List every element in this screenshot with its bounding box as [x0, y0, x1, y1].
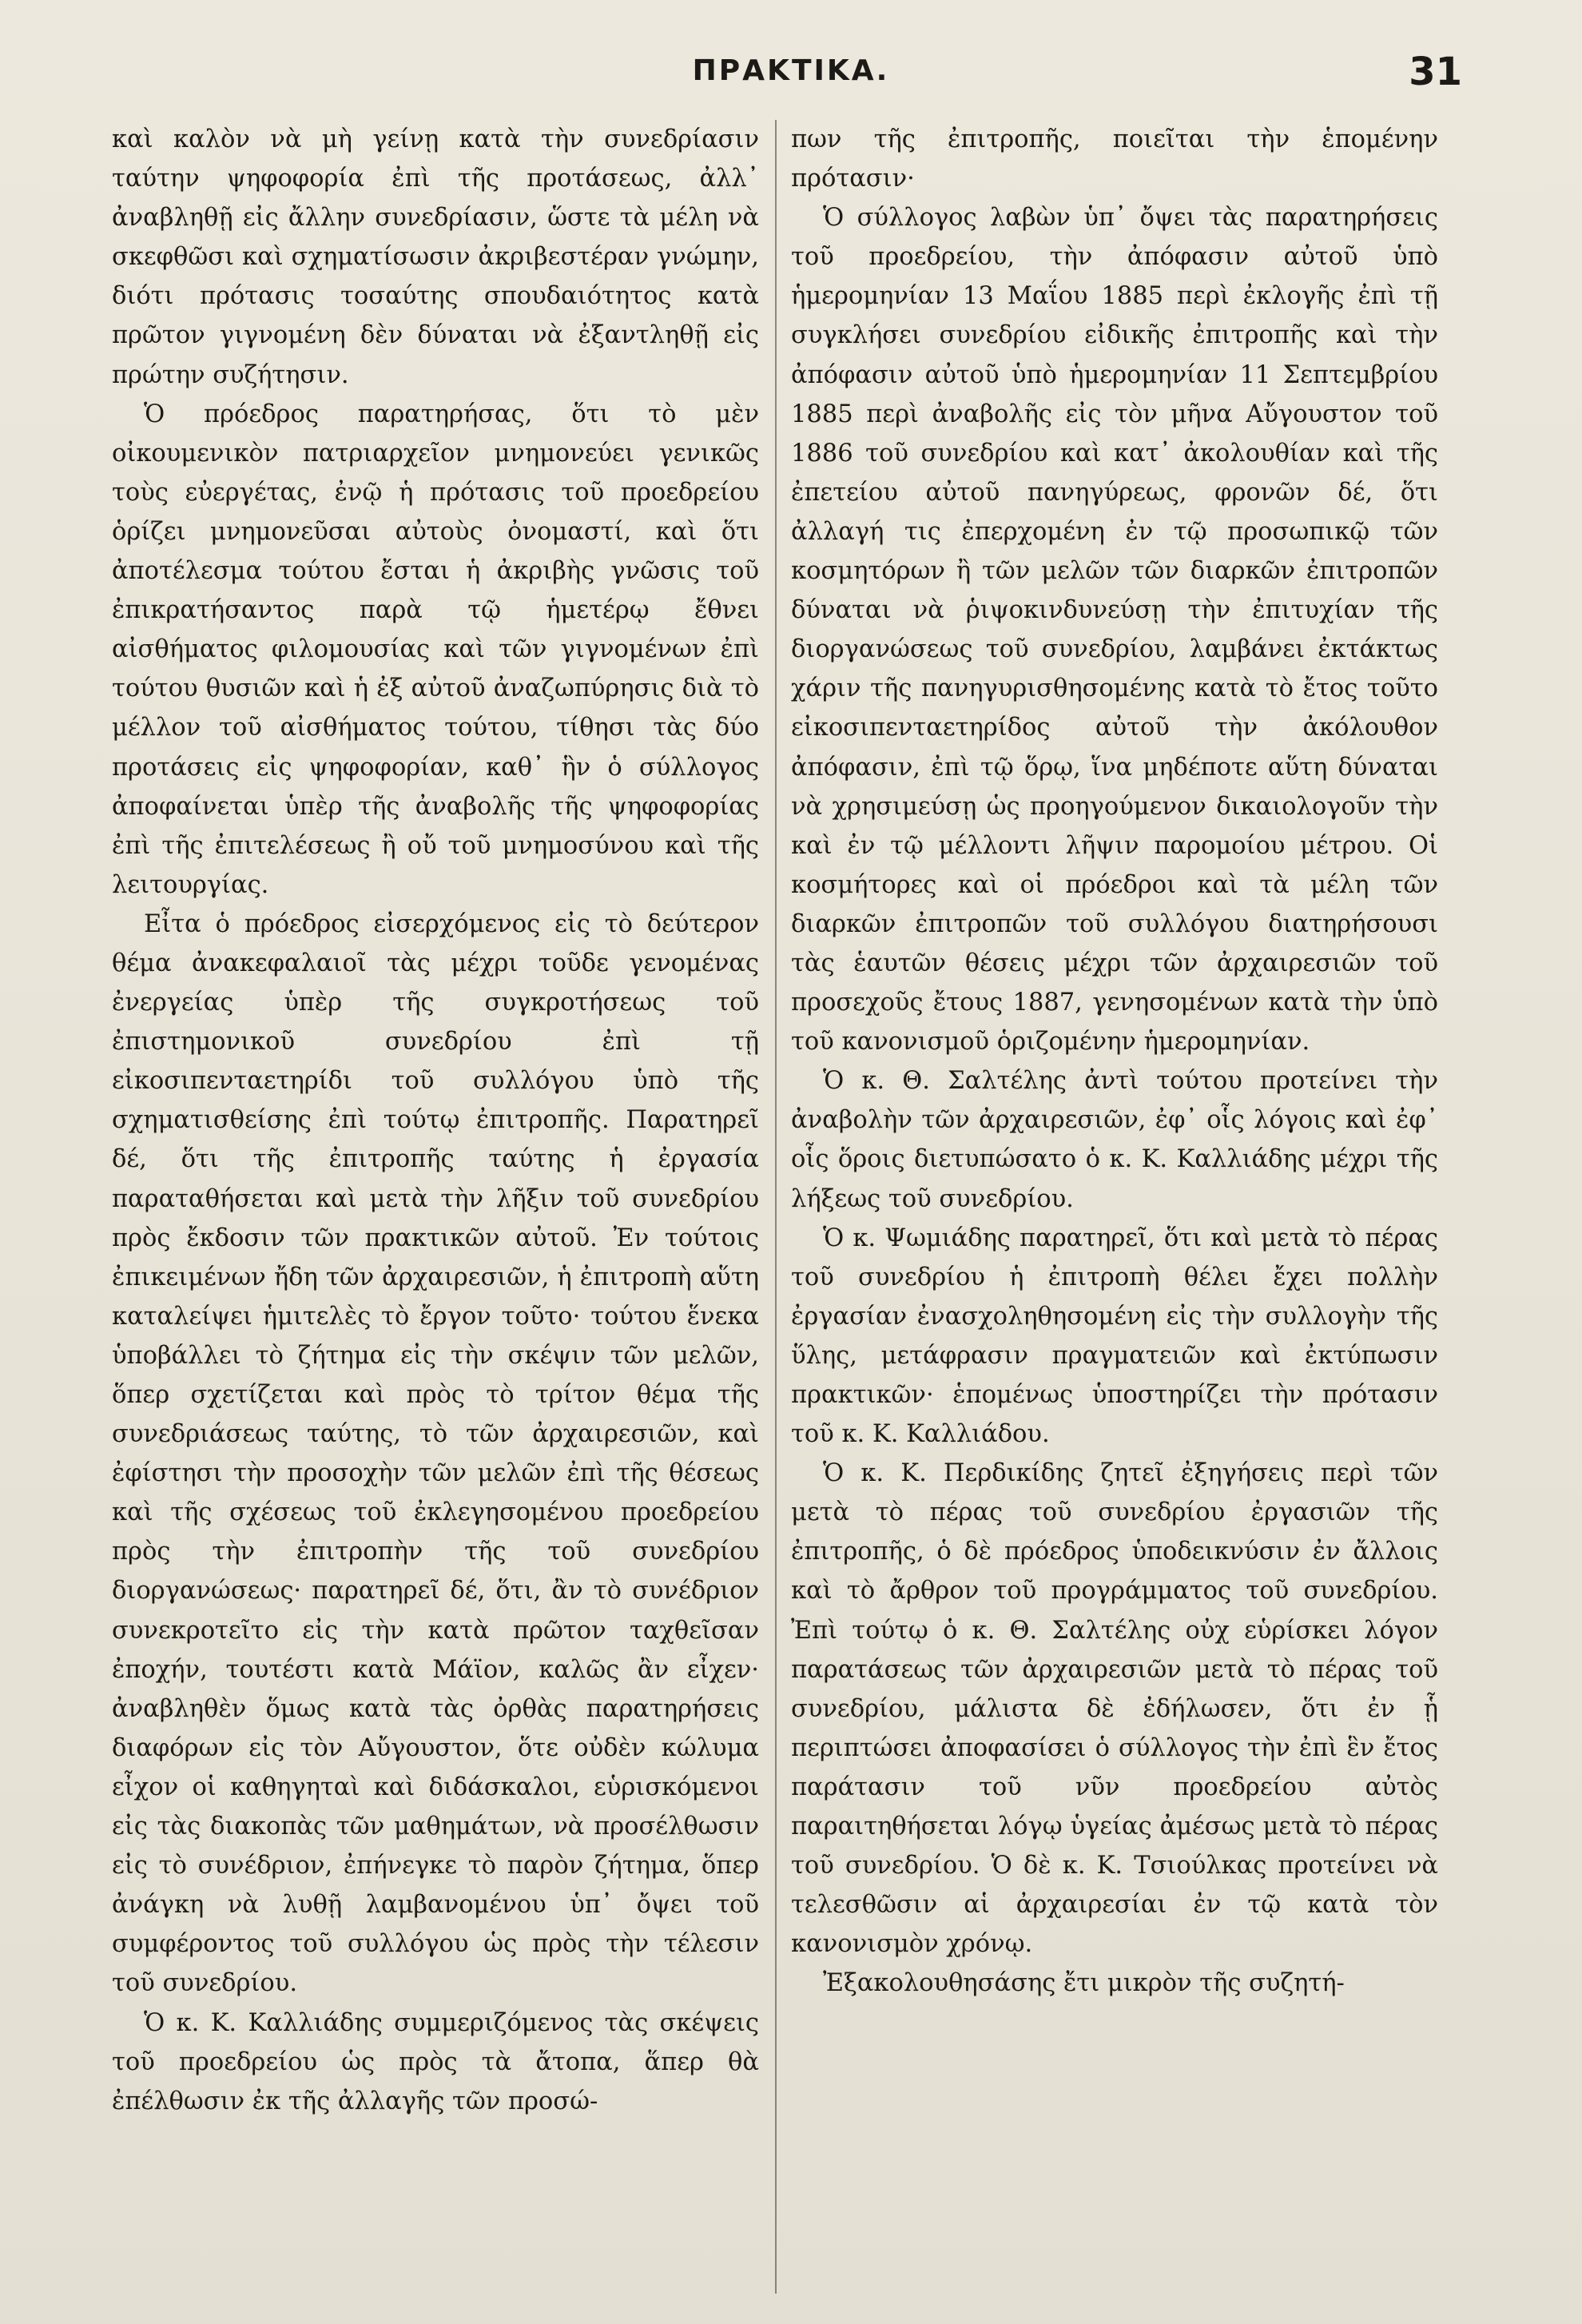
left-column — [112, 120, 759, 2121]
paragraph: Εἶτα ὁ πρόεδρος εἰσερχόμενος εἰς τὸ δεύτερον θέμα ἀνακεφαλαιοῖ τὰς μέχρι τοῦδε γενομένας ἐνεργείας ὑπὲρ τῆς συγκροτήσεως τοῦ ἐπιστημονικοῦ συνεδρίου ἐπὶ τῇ εἰκοσιπενταετηρίδι τοῦ συλλόγου ὑπὸ τῆς σχηματισθείσης ἐπὶ τούτῳ ἐπιτροπῆς. Παρατηρεῖ δέ, ὅτι τῆς ἐπιτροπῆς ταύτης ἡ ἐργασία παραταθήσεται καὶ μετὰ τὴν λῆξιν τοῦ συνεδρίου πρὸς ἔκδοσιν τῶν πρακτικῶν αὐτοῦ. Ἐν τούτοις ἐπικειμένων ἤδη τῶν ἀρχαιρεσιῶν, ἡ ἐπιτροπὴ αὕτη καταλείψει ἡμιτελὲς τὸ ἔργον τοῦτο· τούτου ἕνεκα ὑποβάλλει τὸ ζήτημα εἰς τὴν σκέψιν τῶν μελῶν, ὅπερ σχετίζεται καὶ πρὸς τὸ τρίτον θέμα τῆς συνεδριάσεως ταύτης, τὸ τῶν ἀρχαιρεσιῶν, καὶ ἐφίστησι τὴν προσοχὴν τῶν μελῶν ἐπὶ τῆς θέσεως καὶ τῆς σχέσεως τοῦ ἐκλεγησομένου προεδρείου πρὸς τὴν ἐπιτροπὴν τῆς τοῦ συνεδρίου διοργανώσεως· παρατηρεῖ δέ, ὅτι, ἂν τὸ συνέδριον συνεκροτεῖτο εἰς τὴν κατὰ πρῶτον ταχθεῖσαν ἐποχήν, τουτέστι κατὰ Μάϊον, καλῶς ἂν εἶχεν· ἀναβληθὲν ὅμως κατὰ τὰς ὀρθὰς παρατηρήσεις διαφόρων εἰς τὸν Αὔγουστον, ὅτε οὐδὲν κώλυμα εἶχον οἱ καθηγηταὶ καὶ διδάσκαλοι, εὑρισκόμενοι εἰς τὰς διακοπὰς τῶν μαθημάτων, νὰ προσέλθωσιν εἰς τὸ συνέδριον, ἐπήνεγκε τὸ παρὸν ζήτημα, ὅπερ ἀνάγκη νὰ λυθῇ λαμβανομένου ὑπ᾽ ὄψει τοῦ συμφέροντος τοῦ συλλόγου ὡς πρὸς τὴν τέλεσιν τοῦ συνεδρίου. — [112, 909, 759, 1998]
right-column — [791, 120, 1438, 2004]
paragraph: Ἐξακολουθησάσης ἔτι μικρὸν τῆς συζητή- — [823, 1969, 1345, 1998]
paragraph: καὶ καλὸν νὰ μὴ γείνῃ κατὰ τὴν συνεδρίασιν ταύτην ψηφοφορία ἐπὶ τῆς προτάσεως, ἀλλ᾽ ἀναβληθῇ εἰς ἄλλην συνεδρίασιν, ὥστε τὰ μέλη νὰ σκεφθῶσι καὶ σχηματίσωσιν ἀκριβεστέραν γνώμην, διότι πρότασις τοσαύτης σπουδαιότητος κατὰ πρῶτον γιγνομένη δὲν δύναται νὰ ἐξαντληθῇ εἰς πρώτην συζήτησιν. — [112, 125, 759, 389]
page-header — [120, 32, 1462, 104]
running-title: ΠΡΑΚΤΙΚΑ. — [692, 54, 890, 87]
paragraph: πων τῆς ἐπιτροπῆς, ποιεῖται τὴν ἑπομένην πρότασιν· — [791, 125, 1438, 193]
paragraph: Ὁ πρόεδρος παρατηρήσας, ὅτι τὸ μὲν οἰκουμενικὸν πατριαρχεῖον μνημονεύει γενικῶς τοὺς εὐεργέτας, ἐνῷ ἡ πρότασις τοῦ προεδρείου ὁρίζει μνημονεῦσαι αὐτοὺς ὀνομαστί, καὶ ὅτι ἀποτέλεσμα τούτου ἔσται ἡ ἀκριβὴς γνῶσις τοῦ ἐπικρατήσαντος παρὰ τῷ ἡμετέρῳ ἔθνει αἰσθήματος φιλομουσίας καὶ τῶν γιγνομένων ἐπὶ τούτου θυσιῶν καὶ ἡ ἐξ αὐτοῦ ἀναζωπύρησις διὰ τὸ μέλλον τοῦ αἰσθήματος τούτου, τίθησι τὰς δύο προτάσεις εἰς ψηφοφορίαν, καθ᾽ ἣν ὁ σύλλογος ἀποφαίνεται ὑπὲρ τῆς ἀναβολῆς τῆς ψηφοφορίας ἐπὶ τῆς ἐπιτελέσεως ἢ οὔ τοῦ μνημοσύνου καὶ τῆς λειτουργίας. — [112, 400, 759, 899]
page-number: 31 — [1409, 50, 1462, 94]
column-divider — [775, 120, 777, 2294]
paragraph: Ὁ κ. Κ. Καλλιάδης συμμεριζόμενος τὰς σκέψεις τοῦ προεδρείου ὡς πρὸς τὰ ἄτοπα, ἅπερ θὰ ἐπέλθωσιν ἐκ τῆς ἀλλαγῆς τῶν προσώ- — [112, 2008, 759, 2115]
paragraph: Ὁ κ. Ψωμιάδης παρατηρεῖ, ὅτι καὶ μετὰ τὸ πέρας τοῦ συνεδρίου ἡ ἐπιτροπὴ θέλει ἔχει πολλὴν ἐργασίαν ἐνασχοληθησομένη εἰς τὴν συλλογὴν τῆς ὕλης, μετάφρασιν πραγματειῶν καὶ ἐκτύπωσιν πρακτικῶν· ἑπομένως ὑποστηρίζει τὴν πρότασιν τοῦ κ. Κ. Καλλιάδου. — [791, 1224, 1438, 1449]
paragraph: Ὁ κ. Κ. Περδικίδης ζητεῖ ἐξηγήσεις περὶ τῶν μετὰ τὸ πέρας τοῦ συνεδρίου ἐργασιῶν τῆς ἐπιτροπῆς, ὁ δὲ πρόεδρος ὑποδεικνύσιν ἐν ἄλλοις καὶ τὸ ἄρθρον τοῦ προγράμματος τοῦ συνεδρίου. Ἐπὶ τούτῳ ὁ κ. Θ. Σαλτέλης οὐχ εὑρίσκει λόγον παρατάσεως τῶν ἀρχαιρεσιῶν μετὰ τὸ πέρας τοῦ συνεδρίου, μάλιστα δὲ ἐδήλωσεν, ὅτι ἐν ᾗ περιπτώσει ἀποφασίσει ὁ σύλλογος τὴν ἐπὶ ἓν ἔτος παράτασιν τοῦ νῦν προεδρείου αὐτὸς παραιτηθήσεται λόγῳ ὑγείας ἀμέσως μετὰ τὸ πέρας τοῦ συνεδρίου. Ὁ δὲ κ. Κ. Τσιούλκας προτείνει νὰ τελεσθῶσιν αἱ ἀρχαιρεσίαι ἐν τῷ κατὰ τὸν κανονισμὸν χρόνῳ. — [791, 1459, 1438, 1959]
paragraph: Ὁ σύλλογος λαβὼν ὑπ᾽ ὄψει τὰς παρατηρήσεις τοῦ προεδρείου, τὴν ἀπόφασιν αὐτοῦ ὑπὸ ἡμερομηνίαν 13 Μαΐου 1885 περὶ ἐκλογῆς ἐπὶ τῇ συγκλήσει συνεδρίου εἰδικῆς ἐπιτροπῆς καὶ τὴν ἀπόφασιν αὐτοῦ ὑπὸ ἡμερομηνίαν 11 Σεπτεμβρίου 1885 περὶ ἀναβολῆς εἰς τὸν μῆνα Αὔγουστον τοῦ 1886 τοῦ συνεδρίου καὶ κατ᾽ ἀκολουθίαν καὶ τῆς ἐπετείου αὐτοῦ πανηγύρεως, φρονῶν δέ, ὅτι ἀλλαγή τις ἐπερχομένη ἐν τῷ προσωπικῷ τῶν κοσμητόρων ἢ τῶν μελῶν τῶν διαρκῶν ἐπιτροπῶν δύναται νὰ ῥιψοκινδυνεύσῃ τὴν ἐπιτυχίαν τῆς διοργανώσεως τοῦ συνεδρίου, λαμβάνει ἐκτάκτως χάριν τῆς πανηγυρισθησομένης κατὰ τὸ ἔτος τοῦτο εἰκοσιπενταετηρίδος αὐτοῦ τὴν ἀκόλουθον ἀπόφασιν, ἐπὶ τῷ ὅρῳ, ἵνα μηδέποτε αὕτη δύναται νὰ χρησιμεύσῃ ὡς προηγούμενον δικαιολογοῦν τὴν καὶ ἐν τῷ μέλλοντι λῆψιν παρομοίου μέτρου. Οἱ κοσμήτορες καὶ οἱ πρόεδροι καὶ τὰ μέλη τῶν διαρκῶν ἐπιτροπῶν τοῦ συλλόγου διατηρήσουσι τὰς ἑαυτῶν θέσεις μέχρι τῶν ἀρχαιρεσιῶν τοῦ προσεχοῦς ἔτους 1887, γενησομένων κατὰ τὴν ὑπὸ τοῦ κανονισμοῦ ὁριζομένην ἡμερομηνίαν. — [791, 204, 1438, 1057]
paragraph: Ὁ κ. Θ. Σαλτέλης ἀντὶ τούτου προτείνει τὴν ἀναβολὴν τῶν ἀρχαιρεσιῶν, ἐφ᾽ οἷς λόγοις καὶ ἐφ᾽ οἷς ὅροις διετυπώσατο ὁ κ. Κ. Καλλιάδης μέχρι τῆς λήξεως τοῦ συνεδρίου. — [791, 1067, 1438, 1213]
